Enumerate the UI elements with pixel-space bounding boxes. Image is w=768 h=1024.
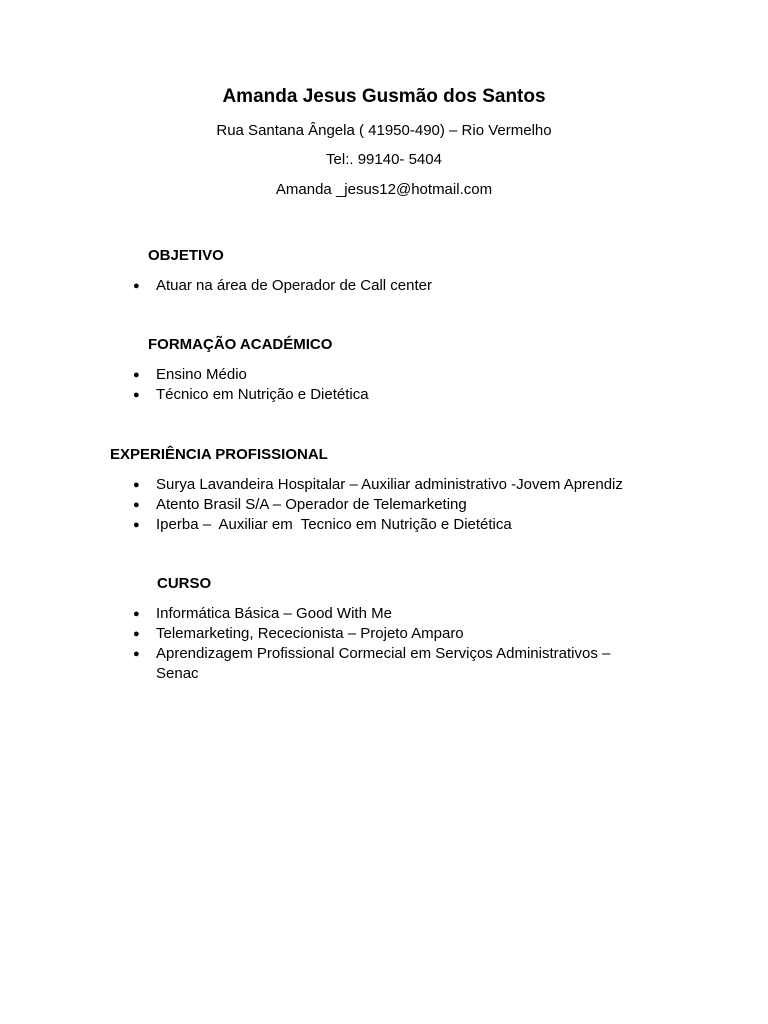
bullet-icon: ● — [133, 499, 140, 511]
list-item-text: Iperba – Auxiliar em Tecnico em Nutrição e Dietética — [156, 516, 512, 533]
list-item-text: Aprendizagem Profissional Cormecial em Serviços Administrativos – Senac — [156, 645, 611, 682]
list-item-text: Atento Brasil S/A – Operador de Telemarketing — [156, 496, 467, 513]
bullet-icon: ● — [133, 280, 140, 292]
bullet-icon: ● — [133, 479, 140, 491]
phone-line: Tel:. 99140- 5404 — [326, 151, 442, 168]
list-item-text: Técnico em Nutrição e Dietética — [156, 386, 369, 403]
list-item-text: Informática Básica – Good With Me — [156, 605, 392, 622]
bullet-icon: ● — [133, 648, 140, 660]
resume-name: Amanda Jesus Gusmão dos Santos — [222, 86, 546, 107]
bullet-icon: ● — [133, 628, 140, 640]
email-line: Amanda _jesus12@hotmail.com — [275, 181, 493, 198]
section-heading-experiencia: EXPERIÊNCIA PROFISSIONAL — [110, 446, 328, 463]
list-item-text: Telemarketing, Rececionista – Projeto Amparo — [156, 625, 464, 642]
list-item-text: Surya Lavandeira Hospitalar – Auxiliar administrativo -Jovem Aprendiz — [156, 476, 623, 493]
bullet-icon: ● — [133, 389, 140, 401]
section-heading-curso: CURSO — [157, 575, 212, 592]
list-item-text: Ensino Médio — [156, 366, 247, 383]
bullet-icon: ● — [133, 519, 140, 531]
section-heading-objetivo: OBJETIVO — [148, 247, 224, 264]
bullet-icon: ● — [133, 608, 140, 620]
bullet-icon: ● — [133, 369, 140, 381]
list-item-text: Atuar na área de Operador de Call center — [156, 277, 432, 294]
address-line: Rua Santana Ângela ( 41950-490) – Rio Vermelho — [216, 122, 552, 139]
section-heading-formacao: FORMAÇÃO ACADÉMICO — [148, 336, 333, 353]
